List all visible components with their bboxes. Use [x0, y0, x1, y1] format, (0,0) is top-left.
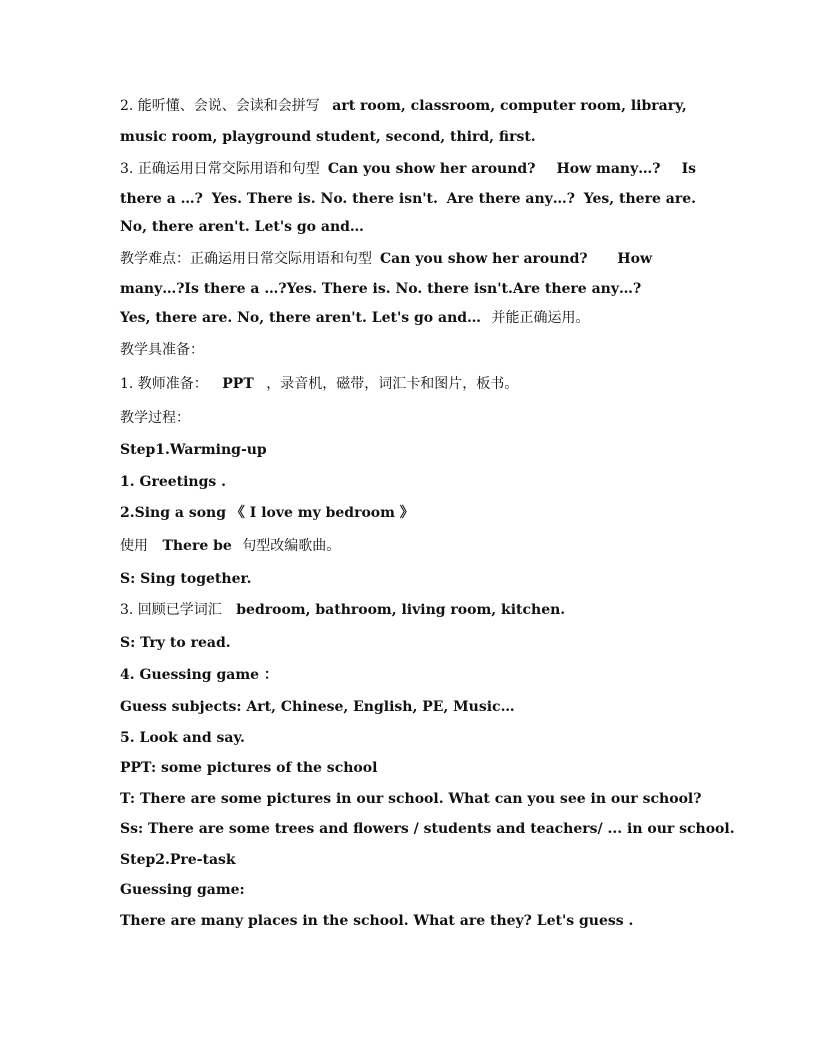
teacher-materials-ppt: PPT	[222, 376, 254, 392]
phrase-yes-there-are: Yes, there are.	[583, 191, 696, 207]
review-words-cn: 3. 回顾已学词汇	[120, 602, 222, 618]
phrase-how-many: How many…?	[556, 161, 661, 177]
objective-2-words-cont: music room, playground student, second, third, first.	[120, 129, 536, 145]
materials-heading: 教学具准备：	[120, 342, 204, 358]
there-be-phrase: There be	[162, 538, 232, 554]
process-heading: 教学过程：	[120, 410, 190, 426]
difficulty-line	[120, 250, 696, 268]
teacher-materials-label: 1. 教师准备：	[120, 376, 208, 392]
difficulty-are-there-any: Are there any…?	[512, 281, 642, 297]
objective-3-line-2	[120, 190, 696, 208]
difficulty-line-2	[120, 280, 640, 298]
difficulty-cn: 教学难点：正确运用日常交际用语和句型	[120, 251, 372, 267]
teacher-materials-list: ，录音机，磁带，词汇卡和图片，板书。	[266, 376, 519, 392]
review-words-list: bedroom, bathroom, living room, kitchen.	[236, 602, 566, 618]
places-guess-line: There are many places in the school. What are they? Let's guess .	[120, 913, 634, 929]
sing-together-line: S: Sing together.	[120, 571, 252, 587]
objective-2-line	[120, 97, 700, 115]
objective-2-cn: 2. 能听懂、会说、会读和会拼写	[120, 98, 320, 114]
greetings-line: 1. Greetings .	[120, 474, 227, 490]
review-words-line	[120, 601, 700, 619]
difficulty-is-there-a: Is there a …?	[184, 281, 287, 297]
difficulty-yes-there-is: Yes. There is. No. there isn't.	[286, 281, 513, 297]
students-answer-line: Ss: There are some trees and flowers / students and teachers/ ... in our school.	[120, 821, 735, 837]
there-be-line	[120, 537, 700, 555]
sing-song-line: 2.Sing a song 《 I love my bedroom 》	[120, 505, 414, 521]
difficulty-how: How	[617, 251, 652, 267]
there-be-use: 使用	[120, 538, 148, 554]
phrase-show-around: Can you show her around?	[327, 161, 536, 177]
guess-subjects-line: Guess subjects: Art, Chinese, English, PE, Music…	[120, 699, 515, 715]
phrase-are-there-any: Are there any…?	[446, 191, 575, 207]
phrase-there-a: there a …?	[120, 191, 203, 207]
teacher-materials-line	[120, 375, 700, 393]
try-to-read-line: S: Try to read.	[120, 635, 231, 651]
guessing-game-2-line: Guessing game:	[120, 882, 245, 898]
teacher-question-line: T: There are some pictures in our school. What can you see in our school?	[120, 791, 702, 807]
difficulty-use-correctly: 并能正确运用。	[491, 310, 590, 326]
phrase-is: Is	[681, 161, 696, 177]
step1-heading: Step1.Warming-up	[120, 442, 267, 458]
look-and-say-line: 5. Look and say.	[120, 730, 245, 746]
objective-3-cn: 3. 正确运用日常交际用语和句型	[120, 161, 320, 177]
difficulty-many: many…?	[120, 281, 185, 297]
step2-heading: Step2.Pre-task	[120, 852, 236, 868]
guessing-game-line: 4. Guessing game ：	[120, 667, 278, 683]
difficulty-yes-there-are: Yes, there are. No, there aren't. Let's go and…	[120, 310, 482, 326]
objective-2-words: art room, classroom, computer room, library,	[332, 98, 687, 114]
objective-3-line	[120, 160, 696, 178]
objective-3-line-3: No, there aren't. Let's go and…	[120, 219, 364, 235]
there-be-adapt: 句型改编歌曲。	[242, 538, 341, 554]
difficulty-show-around: Can you show her around?	[380, 251, 588, 267]
ppt-pictures-line: PPT: some pictures of the school	[120, 760, 378, 776]
difficulty-line-3	[120, 309, 700, 327]
phrase-yes-there-is: Yes. There is. No. there isn't.	[211, 191, 438, 207]
